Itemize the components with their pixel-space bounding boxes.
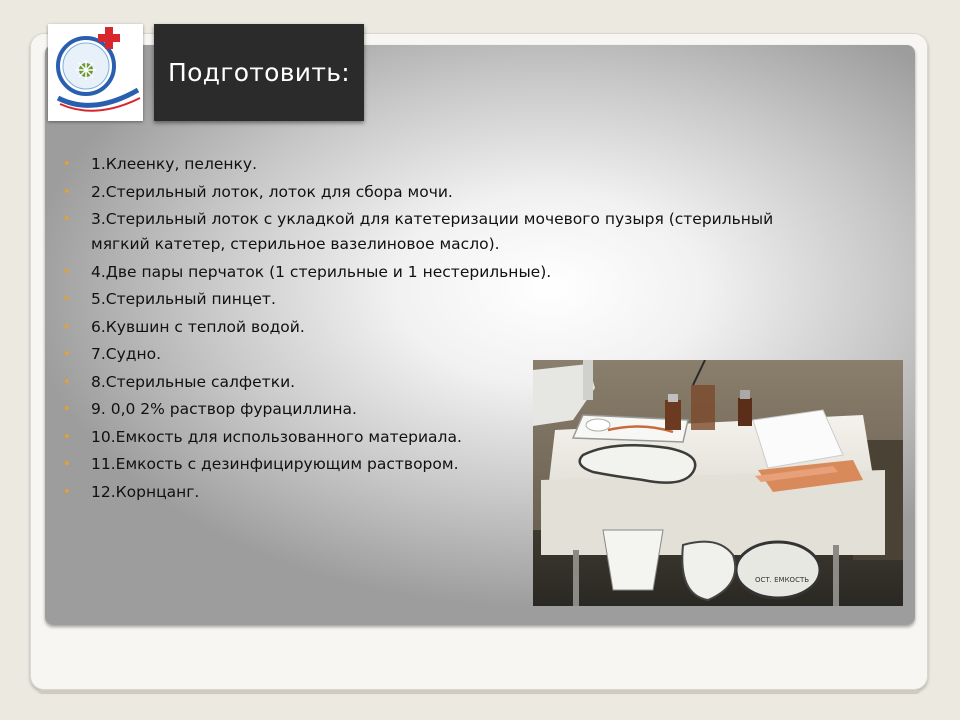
- list-item: [60, 152, 780, 177]
- bullet-dot-icon: •: [63, 402, 71, 417]
- list-item: [60, 207, 780, 257]
- list-item-text: 6.Кувшин с теплой водой.: [91, 317, 305, 336]
- list-item: [60, 287, 780, 312]
- list-item: [60, 180, 780, 205]
- bullet-dot-icon: •: [63, 157, 71, 172]
- bullet-dot-icon: •: [63, 319, 71, 335]
- bullet-dot-icon: •: [63, 264, 71, 280]
- title-box: [154, 24, 364, 121]
- page-title: Подготовить:: [168, 58, 350, 87]
- bullet-dot-icon: •: [63, 184, 71, 200]
- bullet-dot-icon: •: [63, 457, 71, 472]
- list-item-text: 5.Стерильный пинцет.: [91, 290, 276, 308]
- bullet-dot-icon: •: [63, 292, 71, 307]
- medical-cross-logo-icon: [48, 24, 143, 121]
- list-item-text: 4.Две пары перчаток (1 стерильные и 1 нестерильные).: [91, 262, 552, 281]
- bullet-dot-icon: •: [63, 484, 71, 500]
- list-item-text: 10.Емкость для использованного материала.: [91, 427, 462, 446]
- list-item-text: 9. 0,0 2% раствор фурациллина.: [91, 400, 357, 418]
- list-item-text: 1.Клеенку, пеленку.: [91, 155, 258, 173]
- list-item-text: 12.Корнцанг.: [91, 482, 200, 501]
- list-item: [60, 315, 780, 340]
- medical-equipment-photo: [533, 360, 903, 606]
- list-item: [60, 260, 780, 285]
- bullet-dot-icon: •: [63, 374, 71, 390]
- bullet-dot-icon: •: [63, 347, 71, 362]
- bullet-dot-icon: •: [63, 212, 71, 227]
- list-item-text: 11.Емкость с дезинфицирующим раствором.: [91, 455, 459, 473]
- list-item-text: 3.Стерильный лоток с укладкой для катетеризации мочевого пузыря (стерильный мягкий катетер, стерильное вазелиновое масло).: [91, 210, 774, 253]
- list-item-text: 2.Стерильный лоток, лоток для сбора мочи.: [91, 182, 453, 201]
- svg-text:ОСТ. ЕМКОСТЬ: ОСТ. ЕМКОСТЬ: [755, 576, 810, 584]
- list-item-text: 8.Стерильные салфетки.: [91, 372, 296, 391]
- bullet-dot-icon: •: [63, 429, 71, 445]
- list-item-text: 7.Судно.: [91, 345, 162, 363]
